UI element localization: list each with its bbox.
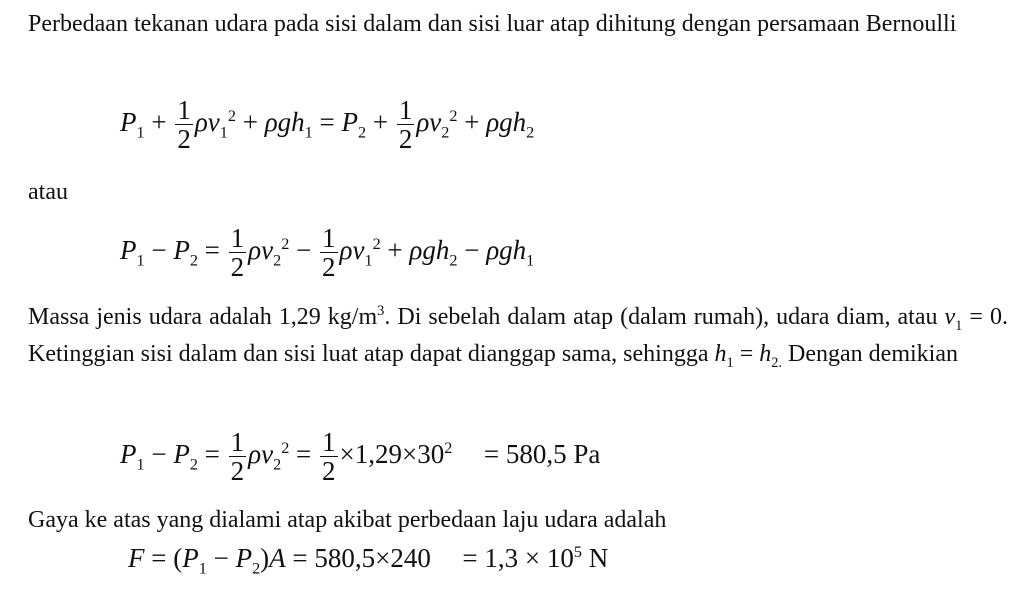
word-atau: atau — [28, 179, 68, 205]
pressure-difference-equation: $P_1 - P_2$ = $\frac{1}{2}$ $\rho v_2^2$ − $\frac{1}{2}$ $\rho v_1^2 + \rho gh_2 - \rho gh_1$ — [120, 223, 535, 283]
force-equation: $F = (P_1 - P_2)A = 580,5\times 240 = 1,3 \times 10^5$ N — [128, 543, 609, 578]
lift-force-paragraph: Gaya ke atas yang dialami atap akibat perbedaan laju udara adalah — [28, 507, 667, 533]
bernoulli-equation: $P_1$ + $\frac{1}{2}$ $\rho v_1^2 + \rho gh_1 = P_2$ + $\frac{1}{2}$ $\rho v_2^2 + \rho gh_2$ — [120, 95, 535, 155]
density-paragraph: Massa jenis udara adalah 1,29 $kg/m^3$. Di sebelah dalam atap (dalam rumah), udara diam, atau $v_1 = 0$. Ketinggian sisi dalam dan sisi luat atap dapat dianggap sama, sehingga $h_1 = h_{2.}$ Dengan demikian — [28, 303, 1008, 371]
pressure-result-equation: $P_1 - P_2$ = $\frac{1}{2}$ $\rho v_2^2$ = $\frac{1}{2}$ $\times 1,29\times 30^2 = 580,5$ Pa — [120, 427, 601, 487]
intro-paragraph: Perbedaan tekanan udara pada sisi dalam dan sisi luar atap dihitung dengan persamaan Bernoulli — [28, 11, 957, 37]
